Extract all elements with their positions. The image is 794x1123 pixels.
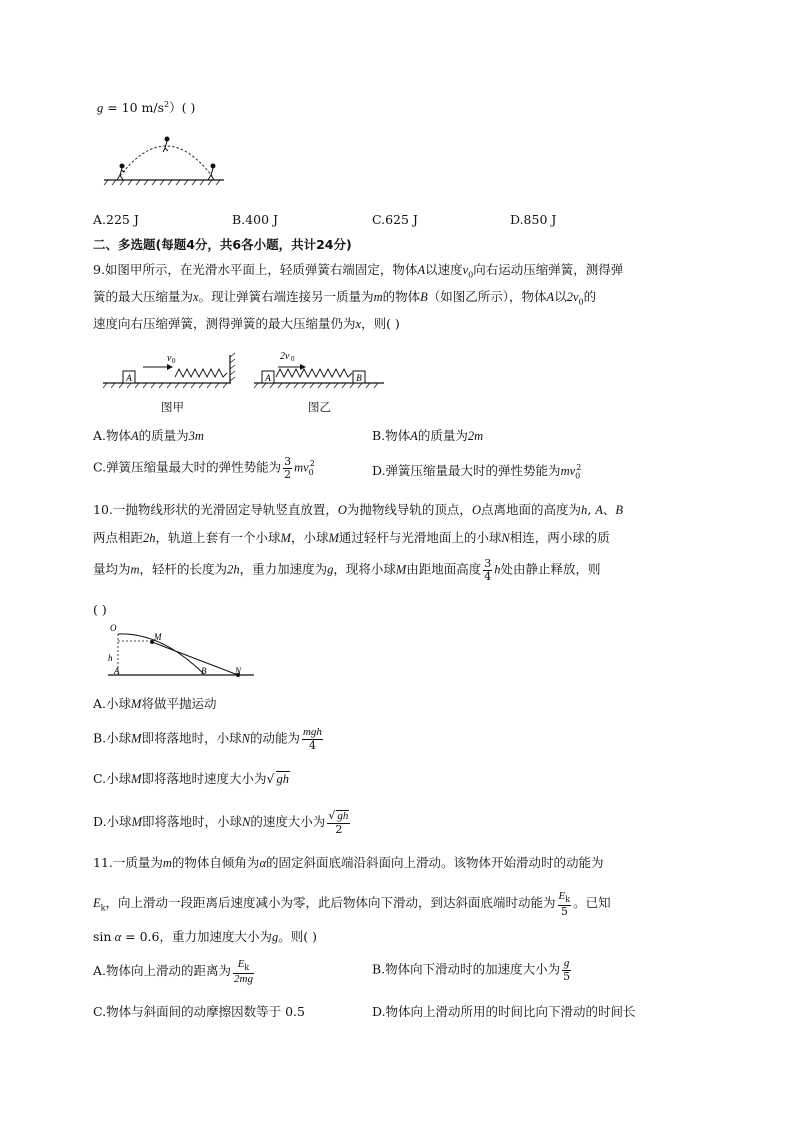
q8-g-value: = 10 m/s (103, 100, 165, 116)
q10-d-2: M (131, 815, 142, 830)
q10-l1-c: 为抛物线导轨的顶点， (346, 502, 472, 517)
q10-l2-g: 通过轻杆与光滑地面上的小球 (338, 530, 502, 545)
q10-l2-c: ，轨道上套有一个小球 (155, 530, 281, 545)
q10-fig-label-m: M (154, 632, 162, 642)
q8-option-b: B.400 J (232, 212, 279, 227)
q10-d-5: 的速度大小为 (250, 814, 326, 830)
q10-fig-label-n: N (235, 666, 242, 676)
q10-d-4: N (242, 815, 251, 830)
q9-yi-velocity-sub: 0 (291, 355, 295, 363)
q9-c-sub: 0 (308, 468, 314, 478)
q11-l3-f: 。则( ) (278, 929, 317, 944)
q11-l3-d: ，重力加速度大小为 (159, 929, 272, 944)
q10-b-den: 4 (308, 738, 316, 752)
q10-b-num: mgh (302, 726, 322, 738)
q10-l3-g: ，现将小球 (333, 561, 396, 577)
q9-yi-velocity: 2v (280, 351, 290, 362)
q11-l2-d: 。已知 (573, 895, 611, 911)
q11-l1-b: m (162, 856, 172, 870)
q8-continuation (97, 100, 195, 116)
q10-l3-c: ，轻杆的长度为 (139, 561, 228, 577)
q11-a-1: A.物体向上滑动的距离为 (93, 963, 232, 979)
q10-option-c (93, 771, 290, 787)
q9-l1-text2: 以速度 (425, 262, 463, 277)
q10-l1-e: 点离地面的高度为 (480, 502, 581, 517)
q9-l2-k: 0 (578, 297, 584, 307)
q9-figure-jia-caption: 图甲 (161, 400, 184, 414)
q9-l2-f: B (420, 290, 428, 304)
q9-d-1: D.弹簧压缩量最大时的弹性势能为 (372, 463, 561, 479)
q9-l3-a: 速度向右压缩弹簧，测得弹簧的最大压缩量仍为 (93, 316, 356, 331)
section-heading: 二、多选题(每题4分，共6各小题，共计24分) (93, 237, 352, 252)
q11-option-b (372, 958, 573, 982)
q11-b-1: B.物体向下滑动时的加速度大小为 (372, 961, 561, 977)
q11-l1-a: 11.一质量为 (93, 855, 163, 870)
q10-line-2 (93, 530, 610, 546)
q8-bracket: ）( ) (169, 100, 196, 116)
q8-option-c: C.625 J (372, 212, 418, 227)
q9-l3-b: x (355, 317, 362, 331)
q9-figure-yi-caption: 图乙 (308, 400, 331, 414)
q9-l1-sub: 0 (468, 270, 474, 280)
q10-line-4: ( ) (93, 602, 107, 617)
q11-option-c: C.物体与斜面间的动摩擦因数等于 0.5 (93, 1004, 305, 1019)
q11-l1-e: 的固定斜面底端沿斜面向上滑动。该物体开始滑动时的动能为 (266, 855, 604, 870)
q10-l1-j: B (615, 503, 623, 517)
q10-fraction (483, 558, 492, 582)
q10-c-radical-icon: √ (266, 771, 275, 786)
q11-line-3 (93, 929, 317, 945)
q11-option-d: D.物体向上滑动所用的时间比向下滑动的时间长 (372, 1004, 636, 1019)
q10-l1-h: A (595, 503, 603, 517)
q9-a-4: 3m (188, 429, 204, 443)
q11-l3-b: α (111, 930, 122, 944)
q11-l2-c: ，向上滑动一段距离后速度减小为零，此后物体向下滑动，到达斜面底端时动能为 (105, 895, 556, 911)
q10-fig-label-a: A (114, 666, 120, 676)
q10-fig-label-b: B (201, 666, 207, 676)
q9-c-1: C.弹簧压缩量最大时的弹性势能为 (93, 459, 282, 475)
q10-l2-i: 相连，两小球的质 (509, 530, 610, 545)
q11-l2-num-sub: k (565, 895, 571, 905)
q10-b-5: 的动能为 (249, 730, 300, 746)
q8-option-d: D.850 J (510, 212, 557, 227)
q10-option-b (93, 727, 325, 751)
q11-l3-c: = 0.6 (121, 929, 160, 944)
q9-figure-yi (254, 347, 386, 403)
q9-l2-i: 以 (554, 289, 567, 304)
q9-c-den: 2 (284, 467, 292, 481)
q11-l2-num (558, 890, 572, 906)
q9-l2-e: 的物体 (382, 289, 421, 304)
q9-a-3: 的质量为 (138, 428, 189, 443)
q10-l1-f: h (580, 503, 588, 517)
q9-line-2 (93, 289, 596, 307)
q10-line-3 (93, 558, 601, 582)
q11-l2-b: k (100, 903, 106, 913)
q10-c-2: M (131, 772, 142, 786)
q11-a-num-sub: k (244, 963, 250, 973)
q9-option-d (372, 463, 581, 481)
q10-b-fraction (302, 727, 323, 751)
q10-line-1 (93, 502, 623, 518)
q10-option-a (93, 696, 216, 712)
q8-g-exponent: 2 (164, 100, 170, 109)
q9-line-1 (93, 262, 623, 280)
q9-c-mv: mv (294, 460, 309, 475)
q11-l2-fraction (558, 890, 572, 917)
q9-jia-block-label: A (126, 373, 132, 383)
q9-d-mv: mv (560, 464, 576, 479)
q9-l1-text: 9.如图甲所示，在光滑水平面上，轻质弹簧右端固定，物体 (93, 262, 418, 277)
q9-b-4: 2m (467, 429, 484, 443)
q10-l1-i: 、 (602, 502, 616, 517)
q10-l1-b: O (337, 503, 347, 517)
q10-l3-k: 处由静止释放，则 (500, 561, 601, 577)
q10-l2-f: M (328, 531, 339, 545)
q9-b-3: 的质量为 (417, 428, 468, 443)
q9-a-2: A (131, 429, 139, 443)
q10-l3-f: g (327, 562, 334, 577)
q9-l2-h: A (546, 290, 555, 304)
q10-fig-label-o: O (110, 623, 117, 633)
q9-l3-c: ，则( ) (361, 316, 400, 331)
q10-fig-label-h: h (108, 653, 113, 663)
q11-line-2 (93, 890, 611, 917)
q10-l3-i: 由距地面高度 (406, 561, 482, 577)
q10-d-3: 即将落地时，小球 (141, 814, 242, 830)
q10-l3-h: M (395, 562, 407, 577)
q9-l2-g: （如图乙所示），物体 (427, 289, 547, 304)
q10-l3-a: 量均为 (93, 561, 131, 577)
q10-frac-den: 4 (484, 569, 492, 583)
q8-g-symbol: g (97, 101, 104, 116)
q9-figure-jia (103, 347, 243, 403)
q9-l2-l: 的 (583, 289, 597, 304)
q11-b-den: 5 (563, 969, 571, 983)
q11-line-1 (93, 855, 604, 871)
q9-l2-c: 。现让弹簧右端连接另一质量为 (198, 289, 374, 304)
q10-d-radical-icon: √ (328, 809, 336, 822)
q11-l2-den: 5 (560, 904, 568, 918)
q9-l1-v: v (462, 263, 469, 277)
q11-l2-a: E (93, 896, 101, 911)
q10-c-3: 即将落地时速度大小为 (141, 771, 267, 786)
q11-a-den: 2mg (234, 972, 253, 985)
q9-l1-var: A (417, 263, 426, 277)
q10-b-1: B.小球 (93, 730, 132, 746)
q10-l2-a: 两点相距 (93, 530, 144, 545)
q10-d-1: D.小球 (93, 814, 132, 830)
q10-d-fraction (327, 810, 350, 835)
q10-track-figure (106, 622, 256, 684)
q9-option-a (93, 428, 204, 444)
q10-l2-d: M (280, 531, 291, 545)
q10-l3-b: m (130, 562, 140, 577)
q10-l1-g: , (587, 502, 596, 517)
q10-d-num (327, 810, 350, 824)
q9-l2-d: m (373, 290, 383, 304)
q10-a-2: M (131, 697, 142, 711)
q9-a-1: A.物体 (93, 428, 132, 443)
q9-d-sub: 0 (575, 471, 581, 481)
q10-a-1: A.小球 (93, 696, 132, 711)
q10-b-4: N (241, 731, 250, 746)
q11-b-fraction (562, 958, 571, 982)
q11-b-num: g (563, 957, 570, 969)
q11-a-fraction (233, 958, 254, 985)
q10-d-radicand: gh (337, 810, 349, 822)
q10-option-d (93, 810, 352, 835)
q9-d-sup: 2 (576, 463, 582, 472)
q10-b-3: 即将落地时，小球 (141, 730, 242, 746)
q10-l2-b: 2h (143, 531, 156, 545)
q9-b-2: A (410, 429, 418, 443)
q10-a-3: 将做平抛运动 (141, 696, 217, 711)
q9-yi-block-a-label: A (265, 373, 271, 383)
q9-l1-text3: 向右运动压缩弹簧，测得弹 (473, 262, 624, 277)
q8-option-a: A.225 J (93, 212, 139, 227)
q11-l1-c: 的物体自倾角为 (171, 855, 260, 870)
q10-d-den: 2 (335, 822, 343, 836)
q11-l2-num-e: E (558, 890, 566, 902)
q9-b-1: B.物体 (372, 428, 411, 443)
q9-c-fraction (283, 456, 292, 480)
q9-option-c (93, 456, 315, 480)
q9-yi-block-b-label: B (356, 373, 362, 383)
q9-c-sup: 2 (309, 459, 315, 469)
q9-option-b (372, 428, 483, 444)
q9-l2-b: x (193, 290, 199, 304)
q9-jia-velocity-sub: 0 (172, 357, 176, 365)
q11-l3-a: sin (93, 929, 112, 944)
q10-frac-num: 3 (484, 557, 492, 570)
q9-line-3 (93, 316, 400, 332)
q10-l3-d: 2h (227, 562, 240, 577)
q9-l2-a: 簧的最大压缩量为 (93, 289, 194, 304)
q10-l2-h: N (501, 531, 510, 545)
q11-option-a (93, 958, 256, 985)
q10-b-2: M (131, 731, 142, 746)
q11-a-num-e: E (237, 958, 245, 970)
q10-l3-e: ，重力加速度为 (239, 561, 328, 577)
q10-l1-a: 10.一抛物线形状的光滑固定导轨竖直放置， (93, 502, 338, 517)
q8-jump-figure (100, 128, 230, 190)
q11-l1-d: α (259, 856, 266, 870)
q10-c-radicand: gh (276, 772, 289, 786)
q11-l3-e: g (271, 930, 279, 944)
q9-c-num: 3 (284, 455, 292, 468)
q10-l2-e: ，小球 (290, 530, 329, 545)
q10-l3-j: h (494, 562, 501, 577)
q11-a-num (233, 958, 254, 974)
q9-l2-j: 2v (566, 290, 579, 304)
q10-c-1: C.小球 (93, 771, 132, 786)
q10-l1-d: O (471, 503, 481, 517)
q9-jia-velocity: v (167, 353, 172, 364)
